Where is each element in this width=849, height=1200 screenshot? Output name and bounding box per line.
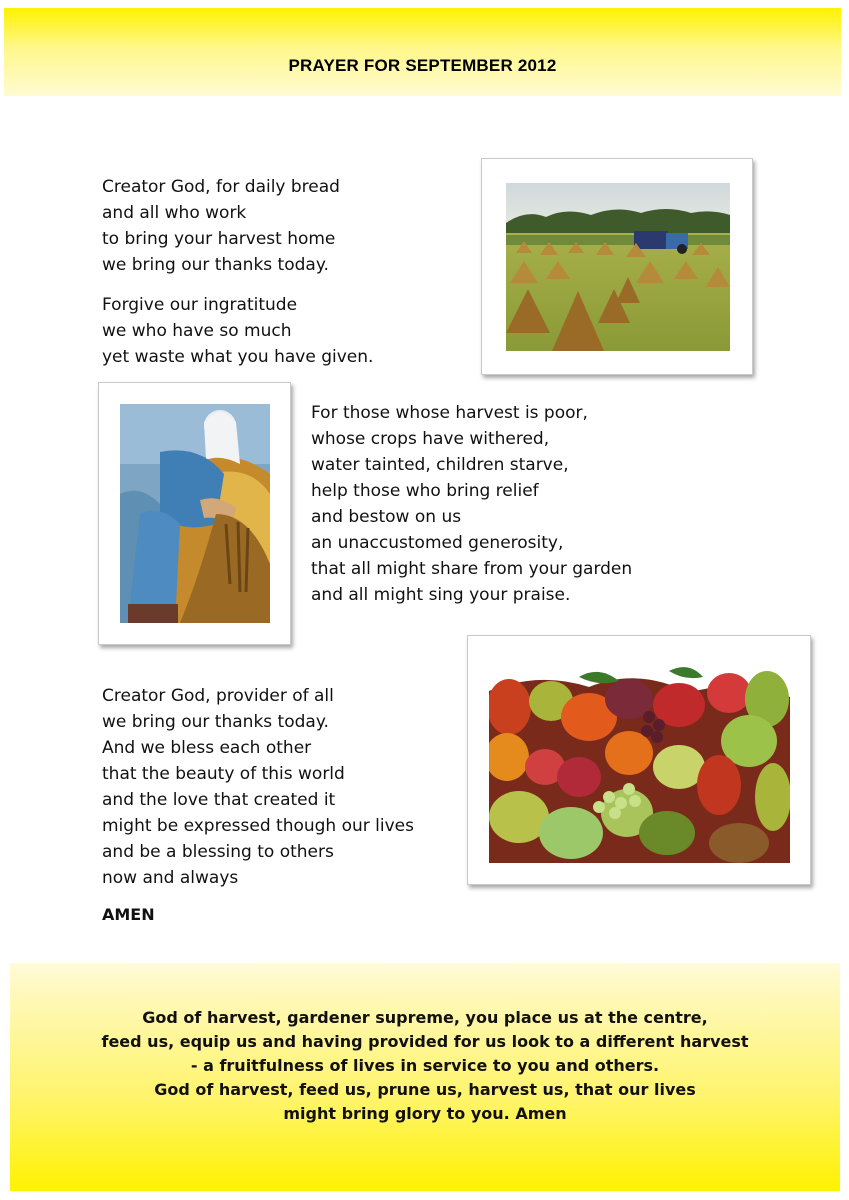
stanza-line: For those whose harvest is poor, [311,403,588,423]
stanza-1 [102,174,340,278]
amen-label: AMEN [102,905,155,924]
stanza-4 [102,683,414,891]
fruit-and-vegetables-photo [489,657,790,863]
stanza-line: we bring our thanks today. [102,712,329,732]
footer-line: feed us, equip us and having provided for us look to a different harvest [101,1032,749,1051]
header-banner [4,8,841,96]
stanza-line: to bring your harvest home [102,229,336,249]
footer-line: might bring glory to you. Amen [283,1104,567,1123]
page-title: PRAYER FOR SEPTEMBER 2012 [288,56,557,75]
stanza-line: now and always [102,868,239,888]
harvest-field-image [506,183,730,351]
footer-line: God of harvest, gardener supreme, you place us at the centre, [142,1008,708,1027]
fruit-photo-frame [467,635,811,885]
stanza-2 [102,292,373,370]
stanza-line: whose crops have withered, [311,429,550,449]
stanza-line: and all might sing your praise. [311,585,571,605]
stanza-line: and bestow on us [311,507,462,527]
stanza-line: yet waste what you have given. [102,347,374,367]
painting-frame [98,382,291,645]
footer-line: - a fruitfulness of lives in service to you and others. [190,1056,660,1075]
stanza-line: we who have so much [102,321,292,341]
stanza-line: And we bless each other [102,738,312,758]
stanza-line: Creator God, provider of all [102,686,334,706]
stanza-line: water tainted, children starve, [311,455,569,475]
stanza-line: an unaccustomed generosity, [311,533,564,553]
footer-prayer [10,1006,840,1126]
stanza-line: and the love that created it [102,790,336,810]
stanza-line: Creator God, for daily bread [102,177,340,197]
stanza-line: might be expressed though our lives [102,816,415,836]
stanza-line: and be a blessing to others [102,842,334,862]
footer-line: God of harvest, feed us, prune us, harvest us, that our lives [154,1080,696,1099]
stanza-3 [311,400,632,608]
stanza-line: help those who bring relief [311,481,539,501]
stanza-line: that the beauty of this world [102,764,345,784]
harvest-field-photo [481,158,753,375]
woman-gathering-wheat-painting [120,404,270,623]
stanza-line: Forgive our ingratitude [102,295,298,315]
footer-banner [10,963,840,1191]
stanza-line: and all who work [102,203,247,223]
stanza-line: that all might share from your garden [311,559,633,579]
stanza-line: we bring our thanks today. [102,255,329,275]
